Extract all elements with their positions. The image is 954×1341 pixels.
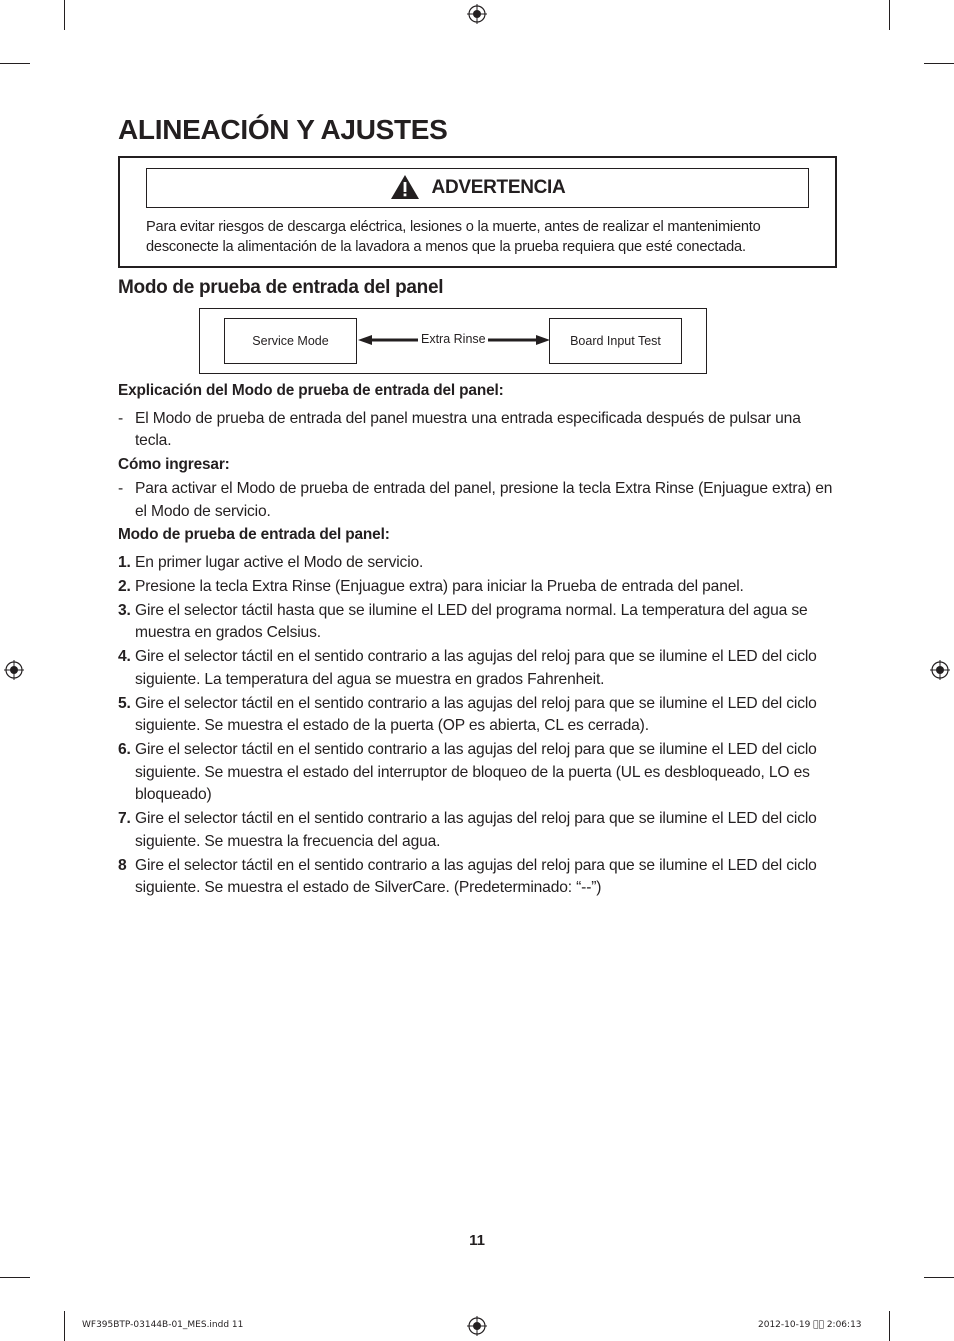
section-heading: Modo de prueba de entrada del panel [118,277,444,298]
warning-title: ADVERTENCIA [431,177,566,198]
footer-timestamp: 2012-10-19 ￿￿ 2:06:13 [758,1320,862,1330]
registration-mark-icon [467,1316,487,1336]
step-item [118,600,838,645]
crop-mark [0,63,30,64]
explanation-text: El Modo de prueba de entrada del panel muestra una entrada especificada después de pulsar una tecla. [135,409,801,449]
step-text: Gire el selector táctil en el sentido contrario a las agujas del reloj para que se ilumine el LED del ciclo siguiente. Se muestra el estado de SilverCare. (Predeterminado: “--”) [135,856,817,896]
step-item [118,552,838,575]
how-to-enter-heading: Cómo ingresar: [118,455,230,473]
step-text: Gire el selector táctil en el sentido contrario a las agujas del reloj para que se ilumine el LED del ciclo siguiente. Se muestra el estado de la puerta (OP es abierta, CL es cerrada). [135,694,817,734]
step-number: 3. [118,601,131,619]
step-number: 1. [118,553,131,571]
step-item [118,693,838,738]
step-text: Gire el selector táctil en el sentido contrario a las agujas del reloj para que se ilumine el LED del ciclo siguiente. La temperatura del agua se muestra en grados Fahrenheit. [135,648,817,688]
step-number: 5. [118,694,131,712]
explanation-heading: Explicación del Modo de prueba de entrada del panel: [118,382,504,399]
extra-rinse-label: Extra Rinse [421,332,486,346]
footer-file-slug: WF395BTP-03144B-01_MES.indd 11 [82,1320,244,1330]
warning-header [146,168,809,208]
step-text: Gire el selector táctil en el sentido contrario a las agujas del reloj para que se ilumine el LED del ciclo siguiente. Se muestra el estado del interruptor de bloqueo de la puerta (UL es desbloqueado, LO es bloqueado) [135,741,817,803]
crop-mark [64,0,65,30]
crop-mark [924,63,954,64]
crop-mark [64,1311,65,1341]
step-number: 2. [118,577,131,595]
crop-mark [924,1277,954,1278]
list-item [118,478,838,523]
step-number: 4. [118,648,131,665]
service-mode-box: Service Mode [224,318,357,364]
step-item [118,808,838,853]
mode-flow-diagram [199,308,707,374]
steps-heading: Modo de prueba de entrada del panel: [118,526,390,543]
step-item [118,739,838,807]
step-text: En primer lugar active el Modo de servicio. [135,553,424,571]
registration-mark-icon [930,660,950,680]
arrow-head-left [358,335,372,345]
step-item [118,576,838,599]
crop-mark [889,1311,890,1341]
step-text: Gire el selector táctil en el sentido contrario a las agujas del reloj para que se ilumine el LED del ciclo siguiente. Se muestra la frecuencia del agua. [135,810,817,850]
bullet-marker: - [118,480,124,497]
step-text: Presione la tecla Extra Rinse (Enjuague extra) para iniciar la Prueba de entrada del panel. [135,577,744,595]
arrow-head-right [536,335,550,345]
bullet-marker: - [118,409,124,427]
board-input-test-box: Board Input Test [549,318,682,364]
page-number: 11 [469,1232,485,1249]
crop-mark [889,0,890,30]
step-item [118,855,838,900]
step-item [118,646,838,691]
step-number: 7. [118,810,131,827]
crop-mark [0,1277,30,1278]
warning-box [118,156,837,268]
step-number: 6. [118,741,131,758]
step-number: 8 [118,856,127,874]
list-item [118,408,838,453]
page-title: ALINEACIÓN Y AJUSTES [118,114,448,145]
steps-list [118,552,838,900]
registration-mark-icon [467,4,487,24]
warning-triangle-icon [390,174,420,200]
step-text: Gire el selector táctil hasta que se ilumine el LED del programa normal. La temperatura del agua se muestra en grados Celsius. [135,601,808,641]
warning-text: Para evitar riesgos de descarga eléctrica, lesiones o la muerte, antes de realizar el mantenimiento desconecte la alimentación de la lavadora a menos que la prueba requiera que esté conectada. [146,219,761,255]
how-to-enter-text: Para activar el Modo de prueba de entrada del panel, presione la tecla Extra Rinse (Enjuague extra) en el Modo de servicio. [135,480,833,520]
instructions [118,380,838,900]
registration-mark-icon [4,660,24,680]
